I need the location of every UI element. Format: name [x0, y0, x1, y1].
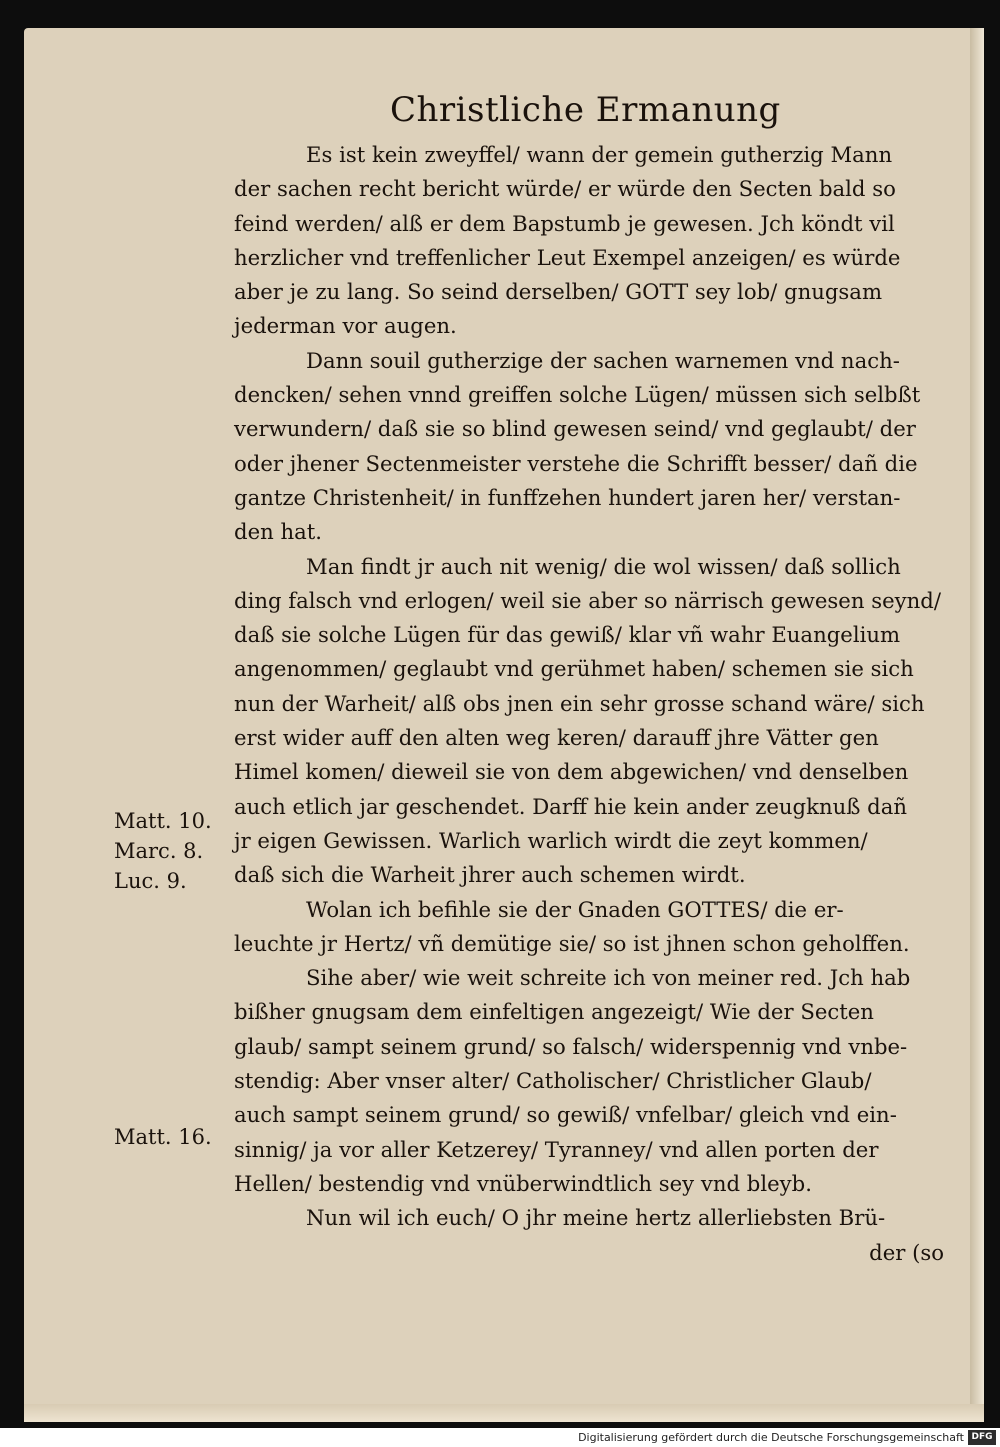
text-line: daß sie solche Lügen für das gewiß/ klar vñ wahr Euangelium: [234, 622, 901, 648]
text-line: ding falsch vnd erlogen/ weil sie aber so närrisch gewesen seynd/: [234, 587, 941, 613]
text-line: den hat.: [234, 519, 323, 545]
text-line: oder jhener Sectenmeister verstehe die Schrifft besser/ dañ die: [234, 450, 918, 476]
text-line: der sachen recht bericht würde/ er würde den Secten bald so: [234, 176, 896, 202]
text-line: erst wider auff den alten weg keren/ darauff jhre Vätter gen: [234, 725, 879, 751]
body-text: [234, 138, 954, 1270]
page-edge: [970, 28, 984, 1422]
marginal-reference: Luc. 9.: [114, 869, 187, 893]
text-line: Wolan ich befihle sie der Gnaden GOTTES/ die er-: [306, 896, 844, 922]
text-line: Man findt jr auch nit wenig/ die wol wissen/ daß sollich: [306, 553, 901, 579]
text-line: leuchte jr Hertz/ vñ demütige sie/ so ist jhnen schon geholffen.: [234, 930, 910, 956]
text-line: glaub/ sampt seinem grund/ so falsch/ widerspennig vnd vnbe-: [234, 1033, 908, 1059]
text-line: daß sich die Warheit jhrer auch schemen wirdt.: [234, 862, 746, 888]
dfg-logo: DFG: [968, 1430, 996, 1445]
text-line: Hellen/ bestendig vnd vnüberwindtlich sey vnd bleyb.: [234, 1170, 812, 1196]
text-line: auch etlich jar geschendet. Darff hie kein ander zeugknuß dañ: [234, 793, 907, 819]
footer-bar: [0, 1428, 1000, 1447]
catchword: der (so: [869, 1239, 944, 1265]
text-line: nun der Warheit/ alß obs jnen ein sehr grosse schand wäre/ sich: [234, 690, 925, 716]
text-line: verwundern/ daß sie so blind gewesen seind/ vnd geglaubt/ der: [234, 416, 916, 442]
text-line: aber je zu lang. So seind derselben/ GOTT sey lob/ gnugsam: [234, 279, 883, 305]
running-title: Christliche Ermanung: [390, 90, 781, 130]
funding-credit: Digitalisierung gefördert durch die Deutsche Forschungsgemeinschaft: [578, 1431, 964, 1444]
text-line: feind werden/ alß er dem Bapstumb je gewesen. Jch köndt vil: [234, 210, 895, 236]
marginal-references: [114, 806, 234, 896]
marginal-reference: Matt. 16.: [114, 1125, 212, 1149]
marginal-references: [114, 1122, 234, 1152]
text-line: gantze Christenheit/ in funffzehen hundert jaren her/ verstan-: [234, 484, 901, 510]
text-line: angenommen/ geglaubt vnd gerühmet haben/ schemen sie sich: [234, 656, 914, 682]
text-line: auch sampt seinem grund/ so gewiß/ vnfelbar/ gleich vnd ein-: [234, 1102, 897, 1128]
page-edge-bottom: [24, 1404, 984, 1422]
text-line: Himel komen/ dieweil sie von dem abgewichen/ vnd denselben: [234, 759, 909, 785]
text-line: dencken/ sehen vnnd greiffen solche Lügen/ müssen sich selbßt: [234, 382, 921, 408]
text-line: Es ist kein zweyffel/ wann der gemein gutherzig Mann: [306, 142, 893, 167]
text-line: bißher gnugsam dem einfeltigen angezeigt/ Wie der Secten: [234, 999, 874, 1025]
text-line: Nun wil ich euch/ O jhr meine hertz allerliebsten Brü-: [306, 1205, 886, 1231]
text-line: stendig: Aber vnser alter/ Catholischer/ Christlicher Glaub/: [234, 1068, 872, 1094]
text-line: jederman vor augen.: [234, 313, 457, 339]
text-line: sinnig/ ja vor aller Ketzerey/ Tyranney/ vnd allen porten der: [234, 1136, 879, 1162]
text-line: herzlicher vnd treffenlicher Leut Exempel anzeigen/ es würde: [234, 244, 901, 270]
text-line: Sihe aber/ wie weit schreite ich von meiner red. Jch hab: [306, 965, 911, 991]
text-line: Dann souil gutherzige der sachen warnemen vnd nach-: [306, 347, 900, 373]
text-line: jr eigen Gewissen. Warlich warlich wirdt die zeyt kommen/: [234, 827, 868, 853]
marginal-reference: Matt. 10.: [114, 809, 212, 833]
marginal-reference: Marc. 8.: [114, 839, 204, 863]
